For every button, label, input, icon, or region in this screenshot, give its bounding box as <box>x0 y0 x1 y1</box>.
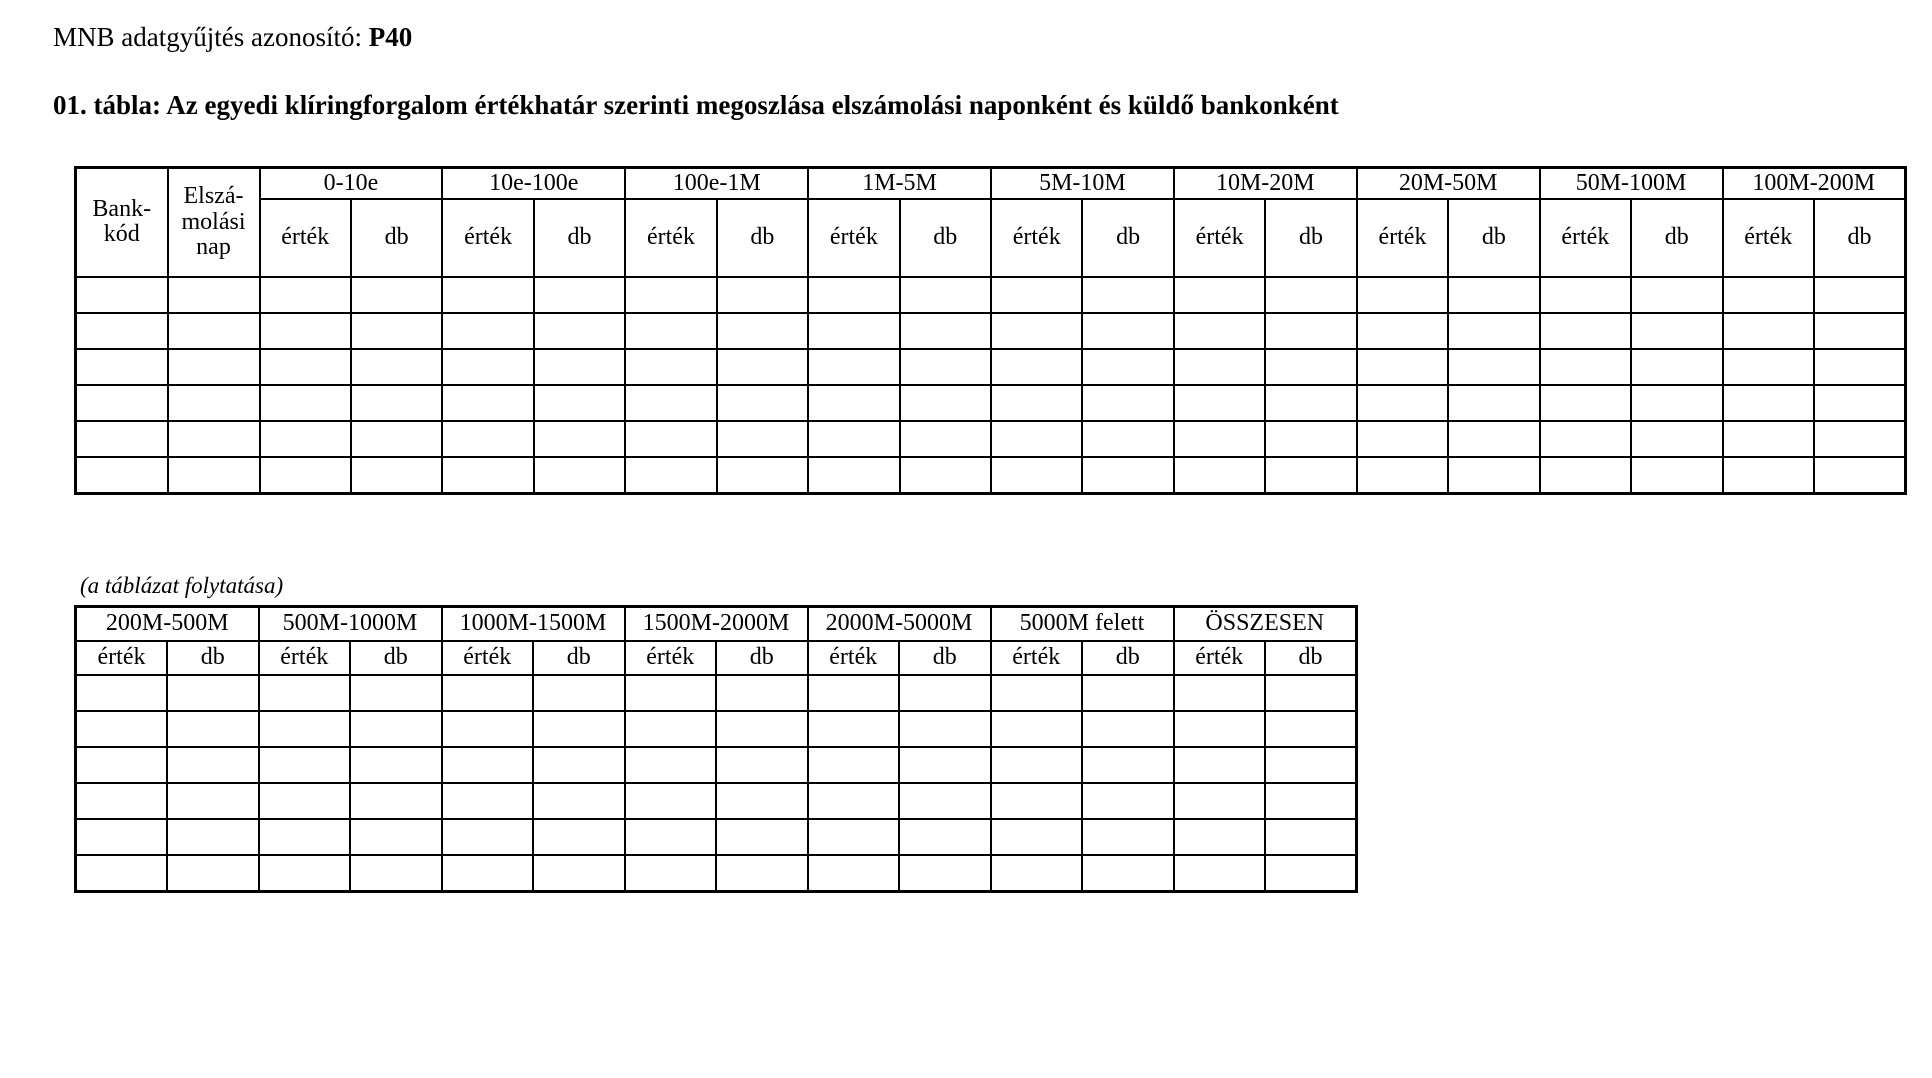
empty-cell[interactable] <box>350 855 442 892</box>
empty-cell[interactable] <box>351 349 442 385</box>
empty-cell[interactable] <box>260 313 351 349</box>
empty-cell[interactable] <box>260 349 351 385</box>
empty-cell[interactable] <box>1082 819 1174 855</box>
empty-cell[interactable] <box>442 421 533 457</box>
empty-cell[interactable] <box>76 819 168 855</box>
empty-cell[interactable] <box>1265 313 1356 349</box>
empty-cell[interactable] <box>1814 277 1906 313</box>
empty-cell[interactable] <box>350 819 442 855</box>
range-header: 100M-200M <box>1723 168 1906 199</box>
value-subheader: érték <box>260 199 351 277</box>
empty-cell[interactable] <box>351 421 442 457</box>
count-subheader: db <box>1814 199 1906 277</box>
empty-cell[interactable] <box>351 277 442 313</box>
empty-cell[interactable] <box>1723 421 1814 457</box>
empty-cell[interactable] <box>991 457 1082 494</box>
empty-cell[interactable] <box>259 819 351 855</box>
empty-cell[interactable] <box>625 457 716 494</box>
empty-cell[interactable] <box>1082 747 1174 783</box>
table-row <box>76 421 1906 457</box>
empty-cell[interactable] <box>1265 711 1357 747</box>
empty-cell[interactable] <box>442 783 534 819</box>
empty-cell[interactable] <box>76 711 168 747</box>
count-subheader: db <box>1265 199 1356 277</box>
empty-cell[interactable] <box>991 783 1083 819</box>
empty-cell[interactable] <box>259 675 351 711</box>
empty-cell[interactable] <box>1540 457 1631 494</box>
empty-cell[interactable] <box>1814 457 1906 494</box>
value-subheader: érték <box>1357 199 1448 277</box>
main-table <box>74 166 1907 495</box>
value-subheader: érték <box>259 641 351 675</box>
empty-cell[interactable] <box>1174 421 1265 457</box>
empty-cell[interactable] <box>1265 747 1357 783</box>
empty-cell[interactable] <box>808 349 899 385</box>
empty-cell[interactable] <box>899 855 991 892</box>
empty-cell[interactable] <box>1265 675 1357 711</box>
empty-cell[interactable] <box>168 385 260 421</box>
count-subheader: db <box>716 641 808 675</box>
empty-cell[interactable] <box>1448 385 1539 421</box>
table-row <box>76 277 1906 313</box>
empty-cell[interactable] <box>1082 457 1173 494</box>
empty-cell[interactable] <box>717 277 808 313</box>
range-header: 5M-10M <box>991 168 1174 199</box>
range-header: 1000M-1500M <box>442 607 625 641</box>
empty-cell[interactable] <box>1082 711 1174 747</box>
empty-cell[interactable] <box>1723 457 1814 494</box>
value-subheader: érték <box>991 641 1083 675</box>
empty-cell[interactable] <box>1540 313 1631 349</box>
empty-cell[interactable] <box>1082 783 1174 819</box>
empty-cell[interactable] <box>1357 313 1448 349</box>
empty-cell[interactable] <box>350 711 442 747</box>
empty-cell[interactable] <box>76 457 168 494</box>
empty-cell[interactable] <box>1448 313 1539 349</box>
empty-cell[interactable] <box>716 711 808 747</box>
empty-cell[interactable] <box>1448 349 1539 385</box>
empty-cell[interactable] <box>167 855 259 892</box>
continuation-table <box>74 605 1358 893</box>
empty-cell[interactable] <box>351 385 442 421</box>
empty-cell[interactable] <box>1082 421 1173 457</box>
empty-cell[interactable] <box>1174 783 1266 819</box>
empty-cell[interactable] <box>76 349 168 385</box>
value-subheader: érték <box>442 199 533 277</box>
empty-cell[interactable] <box>991 819 1083 855</box>
table-row <box>76 747 1357 783</box>
empty-cell[interactable] <box>260 385 351 421</box>
count-subheader: db <box>899 641 991 675</box>
empty-cell[interactable] <box>442 675 534 711</box>
empty-cell[interactable] <box>1631 457 1722 494</box>
empty-cell[interactable] <box>76 421 168 457</box>
empty-cell[interactable] <box>1357 277 1448 313</box>
empty-cell[interactable] <box>1082 385 1173 421</box>
value-subheader: érték <box>625 641 717 675</box>
empty-cell[interactable] <box>533 819 625 855</box>
empty-cell[interactable] <box>534 313 625 349</box>
table-row <box>76 819 1357 855</box>
empty-cell[interactable] <box>808 385 899 421</box>
settlement-day-header: Elszá-molási nap <box>168 168 260 277</box>
empty-cell[interactable] <box>534 457 625 494</box>
empty-cell[interactable] <box>1082 855 1174 892</box>
empty-cell[interactable] <box>350 675 442 711</box>
empty-cell[interactable] <box>1357 349 1448 385</box>
main-table-body <box>76 277 1906 494</box>
sub-header-row <box>76 641 1357 675</box>
empty-cell[interactable] <box>625 711 717 747</box>
empty-cell[interactable] <box>808 747 900 783</box>
table-row <box>76 457 1906 494</box>
empty-cell[interactable] <box>1540 349 1631 385</box>
empty-cell[interactable] <box>534 421 625 457</box>
empty-cell[interactable] <box>717 349 808 385</box>
range-header: 0-10e <box>260 168 443 199</box>
empty-cell[interactable] <box>808 277 899 313</box>
range-header: 20M-50M <box>1357 168 1540 199</box>
count-subheader: db <box>1448 199 1539 277</box>
empty-cell[interactable] <box>808 711 900 747</box>
empty-cell[interactable] <box>1265 421 1356 457</box>
empty-cell[interactable] <box>1174 349 1265 385</box>
table-row <box>76 385 1906 421</box>
empty-cell[interactable] <box>76 277 168 313</box>
empty-cell[interactable] <box>168 313 260 349</box>
empty-cell[interactable] <box>808 421 899 457</box>
empty-cell[interactable] <box>899 675 991 711</box>
empty-cell[interactable] <box>899 819 991 855</box>
count-subheader: db <box>534 199 625 277</box>
empty-cell[interactable] <box>1814 313 1906 349</box>
range-header: 10M-20M <box>1174 168 1357 199</box>
range-header: 1M-5M <box>808 168 991 199</box>
empty-cell[interactable] <box>900 313 991 349</box>
count-subheader: db <box>717 199 808 277</box>
empty-cell[interactable] <box>1448 421 1539 457</box>
empty-cell[interactable] <box>991 313 1082 349</box>
empty-cell[interactable] <box>808 819 900 855</box>
empty-cell[interactable] <box>1265 783 1357 819</box>
count-subheader: db <box>533 641 625 675</box>
empty-cell[interactable] <box>899 711 991 747</box>
empty-cell[interactable] <box>1265 457 1356 494</box>
empty-cell[interactable] <box>534 277 625 313</box>
empty-cell[interactable] <box>259 711 351 747</box>
range-header: ÖSSZESEN <box>1174 607 1357 641</box>
empty-cell[interactable] <box>442 457 533 494</box>
empty-cell[interactable] <box>625 313 716 349</box>
table-row <box>76 783 1357 819</box>
table-row <box>76 855 1357 892</box>
empty-cell[interactable] <box>260 277 351 313</box>
sub-header-row <box>76 199 1906 277</box>
continuation-note: (a táblázat folytatása) <box>80 573 284 598</box>
empty-cell[interactable] <box>1082 277 1173 313</box>
empty-cell[interactable] <box>1174 819 1266 855</box>
count-subheader: db <box>1082 199 1173 277</box>
empty-cell[interactable] <box>1174 277 1265 313</box>
empty-cell[interactable] <box>76 385 168 421</box>
empty-cell[interactable] <box>625 783 717 819</box>
empty-cell[interactable] <box>1814 421 1906 457</box>
range-header: 2000M-5000M <box>808 607 991 641</box>
empty-cell[interactable] <box>1082 675 1174 711</box>
value-subheader: érték <box>76 641 168 675</box>
count-subheader: db <box>351 199 442 277</box>
empty-cell[interactable] <box>167 675 259 711</box>
empty-cell[interactable] <box>808 457 899 494</box>
empty-cell[interactable] <box>167 819 259 855</box>
empty-cell[interactable] <box>1723 313 1814 349</box>
empty-cell[interactable] <box>1631 277 1722 313</box>
empty-cell[interactable] <box>167 747 259 783</box>
empty-cell[interactable] <box>1265 349 1356 385</box>
range-header-row <box>76 607 1357 641</box>
empty-cell[interactable] <box>808 855 900 892</box>
empty-cell[interactable] <box>260 421 351 457</box>
continuation-table-body <box>76 675 1357 892</box>
empty-cell[interactable] <box>1174 855 1266 892</box>
empty-cell[interactable] <box>442 819 534 855</box>
empty-cell[interactable] <box>168 277 260 313</box>
value-subheader: érték <box>1723 199 1814 277</box>
count-subheader: db <box>167 641 259 675</box>
empty-cell[interactable] <box>533 747 625 783</box>
range-header: 10e-100e <box>442 168 625 199</box>
empty-cell[interactable] <box>1265 819 1357 855</box>
table-row <box>76 675 1357 711</box>
range-header: 5000M felett <box>991 607 1174 641</box>
range-header: 50M-100M <box>1540 168 1723 199</box>
empty-cell[interactable] <box>442 313 533 349</box>
table-row <box>76 313 1906 349</box>
empty-cell[interactable] <box>717 385 808 421</box>
empty-cell[interactable] <box>76 855 168 892</box>
empty-cell[interactable] <box>1631 421 1722 457</box>
empty-cell[interactable] <box>1448 457 1539 494</box>
empty-cell[interactable] <box>991 747 1083 783</box>
empty-cell[interactable] <box>350 783 442 819</box>
empty-cell[interactable] <box>351 313 442 349</box>
value-subheader: érték <box>1174 641 1266 675</box>
empty-cell[interactable] <box>442 747 534 783</box>
empty-cell[interactable] <box>259 747 351 783</box>
value-subheader: érték <box>991 199 1082 277</box>
value-subheader: érték <box>625 199 716 277</box>
empty-cell[interactable] <box>991 855 1083 892</box>
table-title: 01. tábla: Az egyedi klíringforgalom értékhatár szerinti megoszlása elszámolási naponként és küldő bankonként <box>53 90 1339 120</box>
empty-cell[interactable] <box>1631 349 1722 385</box>
empty-cell[interactable] <box>1723 349 1814 385</box>
empty-cell[interactable] <box>717 313 808 349</box>
empty-cell[interactable] <box>1723 385 1814 421</box>
empty-cell[interactable] <box>1723 277 1814 313</box>
empty-cell[interactable] <box>625 349 716 385</box>
value-subheader: érték <box>808 641 900 675</box>
empty-cell[interactable] <box>1448 277 1539 313</box>
empty-cell[interactable] <box>442 385 533 421</box>
empty-cell[interactable] <box>1174 313 1265 349</box>
empty-cell[interactable] <box>259 855 351 892</box>
empty-cell[interactable] <box>1814 385 1906 421</box>
value-subheader: érték <box>808 199 899 277</box>
range-header: 500M-1000M <box>259 607 442 641</box>
empty-cell[interactable] <box>167 783 259 819</box>
empty-cell[interactable] <box>76 313 168 349</box>
empty-cell[interactable] <box>1082 349 1173 385</box>
empty-cell[interactable] <box>442 855 534 892</box>
empty-cell[interactable] <box>1357 421 1448 457</box>
empty-cell[interactable] <box>625 421 716 457</box>
empty-cell[interactable] <box>900 277 991 313</box>
empty-cell[interactable] <box>991 277 1082 313</box>
empty-cell[interactable] <box>350 747 442 783</box>
empty-cell[interactable] <box>1174 457 1265 494</box>
empty-cell[interactable] <box>625 819 717 855</box>
empty-cell[interactable] <box>534 349 625 385</box>
empty-cell[interactable] <box>900 385 991 421</box>
empty-cell[interactable] <box>442 711 534 747</box>
empty-cell[interactable] <box>1540 421 1631 457</box>
empty-cell[interactable] <box>534 385 625 421</box>
empty-cell[interactable] <box>168 457 260 494</box>
empty-cell[interactable] <box>1540 277 1631 313</box>
empty-cell[interactable] <box>1540 385 1631 421</box>
range-header: 200M-500M <box>76 607 259 641</box>
empty-cell[interactable] <box>808 675 900 711</box>
bank-code-header: Bank-kód <box>76 168 168 277</box>
empty-cell[interactable] <box>76 783 168 819</box>
empty-cell[interactable] <box>717 421 808 457</box>
empty-cell[interactable] <box>1265 277 1356 313</box>
empty-cell[interactable] <box>900 457 991 494</box>
empty-cell[interactable] <box>533 675 625 711</box>
empty-cell[interactable] <box>1174 747 1266 783</box>
empty-cell[interactable] <box>259 783 351 819</box>
empty-cell[interactable] <box>625 855 717 892</box>
collection-label: MNB adatgyűjtés azonosító: <box>53 22 362 52</box>
empty-cell[interactable] <box>1814 349 1906 385</box>
empty-cell[interactable] <box>1174 675 1266 711</box>
empty-cell[interactable] <box>716 675 808 711</box>
empty-cell[interactable] <box>716 747 808 783</box>
empty-cell[interactable] <box>716 819 808 855</box>
empty-cell[interactable] <box>991 421 1082 457</box>
empty-cell[interactable] <box>1174 385 1265 421</box>
empty-cell[interactable] <box>260 457 351 494</box>
empty-cell[interactable] <box>1174 711 1266 747</box>
count-subheader: db <box>1082 641 1174 675</box>
empty-cell[interactable] <box>1357 385 1448 421</box>
count-subheader: db <box>1631 199 1722 277</box>
value-subheader: érték <box>1540 199 1631 277</box>
empty-cell[interactable] <box>76 747 168 783</box>
empty-cell[interactable] <box>900 421 991 457</box>
empty-cell[interactable] <box>1357 457 1448 494</box>
empty-cell[interactable] <box>899 783 991 819</box>
empty-cell[interactable] <box>167 711 259 747</box>
empty-cell[interactable] <box>900 349 991 385</box>
count-subheader: db <box>900 199 991 277</box>
empty-cell[interactable] <box>533 855 625 892</box>
range-header: 1500M-2000M <box>625 607 808 641</box>
count-subheader: db <box>1265 641 1357 675</box>
value-subheader: érték <box>442 641 534 675</box>
empty-cell[interactable] <box>991 349 1082 385</box>
empty-cell[interactable] <box>1631 313 1722 349</box>
collection-code: P40 <box>368 22 413 52</box>
empty-cell[interactable] <box>351 457 442 494</box>
value-subheader: érték <box>1174 199 1265 277</box>
empty-cell[interactable] <box>991 711 1083 747</box>
empty-cell[interactable] <box>1265 855 1357 892</box>
collection-id-line <box>53 22 412 53</box>
empty-cell[interactable] <box>76 675 168 711</box>
empty-cell[interactable] <box>808 783 900 819</box>
empty-cell[interactable] <box>168 421 260 457</box>
empty-cell[interactable] <box>899 747 991 783</box>
empty-cell[interactable] <box>716 855 808 892</box>
empty-cell[interactable] <box>1265 385 1356 421</box>
empty-cell[interactable] <box>168 349 260 385</box>
empty-cell[interactable] <box>625 385 716 421</box>
count-subheader: db <box>350 641 442 675</box>
empty-cell[interactable] <box>625 675 717 711</box>
empty-cell[interactable] <box>533 783 625 819</box>
empty-cell[interactable] <box>442 349 533 385</box>
empty-cell[interactable] <box>533 711 625 747</box>
empty-cell[interactable] <box>991 385 1082 421</box>
empty-cell[interactable] <box>625 277 716 313</box>
empty-cell[interactable] <box>442 277 533 313</box>
table-row <box>76 349 1906 385</box>
empty-cell[interactable] <box>1082 313 1173 349</box>
empty-cell[interactable] <box>716 783 808 819</box>
range-header: 100e-1M <box>625 168 808 199</box>
empty-cell[interactable] <box>625 747 717 783</box>
empty-cell[interactable] <box>1631 385 1722 421</box>
empty-cell[interactable] <box>808 313 899 349</box>
range-header-row <box>76 168 1906 199</box>
empty-cell[interactable] <box>717 457 808 494</box>
empty-cell[interactable] <box>991 675 1083 711</box>
table-row <box>76 711 1357 747</box>
